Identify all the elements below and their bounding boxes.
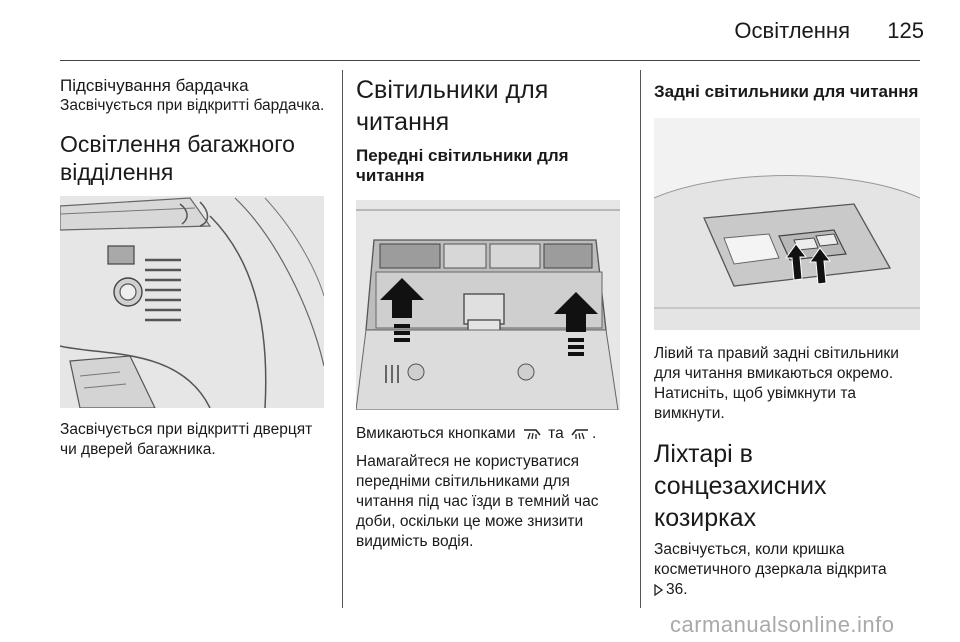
visor-text-body: Засвічується, коли кришка косметичного дзеркала відкрита	[654, 541, 887, 578]
reading-lamps-heading: Світильники для читання	[356, 76, 549, 136]
watermark: carmanualsonline.info	[670, 612, 895, 637]
boot-lighting-heading: Освітлення багажного відділення	[60, 131, 295, 185]
page-number: 125	[887, 18, 924, 43]
front-lamps-illustration	[356, 200, 620, 410]
buttons-text	[356, 424, 628, 444]
rear-reading-lamps-heading: Задні світильники для читання	[654, 82, 919, 101]
reading-lamp-left-icon[interactable]	[522, 427, 542, 441]
front-reading-lamps-heading: Передні світильники для читання	[356, 146, 569, 185]
reading-lamp-right-icon[interactable]	[570, 427, 590, 441]
column-2	[356, 70, 628, 552]
rear-lamps-text: Лівий та правий задні світильники для читання вмикаються окремо. Натисніть, щоб увімкнути та вимкнути.	[654, 345, 899, 422]
reference-triangle-icon	[654, 584, 663, 596]
buttons-text-after: .	[592, 425, 597, 442]
column-1	[60, 70, 328, 460]
buttons-text-between: та	[548, 425, 564, 442]
column-divider-left	[342, 70, 343, 608]
buttons-text-before: Вмикаються кнопками	[356, 425, 516, 442]
page-header-title: Освітлення	[734, 18, 850, 43]
caution-text: Намагайтеся не користуватися передніми світильниками для читання під час їзди в темний час доби, оскільки це може знизити видимість водія.	[356, 453, 599, 550]
rear-lamps-illustration	[654, 118, 920, 330]
header-rule	[60, 60, 920, 61]
column-divider-right	[640, 70, 641, 608]
visor-page-reference-link[interactable]: 36.	[666, 581, 688, 598]
column-3	[654, 70, 924, 600]
boot-text: Засвічується при відкритті дверцят чи дверей багажника.	[60, 421, 313, 458]
glovebox-heading: Підсвічування бардачка	[60, 76, 249, 95]
glovebox-text: Засвічується при відкритті бардачка.	[60, 97, 325, 114]
boot-illustration	[60, 196, 324, 408]
visor-lamps-heading: Ліхтарі в сонцезахисних козирках	[654, 440, 827, 532]
visor-text	[654, 540, 924, 600]
